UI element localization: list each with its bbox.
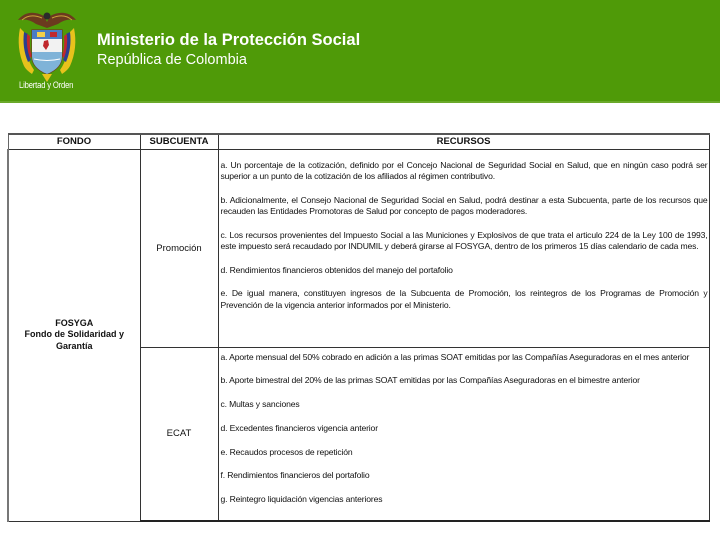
subcuenta-cell-promocion: Promoción [140, 149, 218, 347]
ministry-title: Ministerio de la Protección Social [97, 31, 361, 49]
column-header-fondo: FONDO [8, 134, 140, 149]
list-item: b. Adicionalmente, el Consejo Nacional de Seguridad Social en Salud, podrá destinar a esta Subcuenta, parte de los recursos que recauden las Entidades Promotoras de Salud por concepto de pagos moderadores. [220, 194, 708, 216]
fosyga-resources-table-container [7, 133, 708, 522]
fondo-description-line2: Garantía [55, 340, 93, 351]
recursos-list-ecat [219, 352, 709, 506]
list-item: c. Multas y sanciones [220, 399, 300, 410]
list-item: g. Reintegro liquidación vigencias anteriores [220, 494, 383, 505]
column-header-recursos: RECURSOS [218, 134, 709, 149]
recursos-cell-ecat [218, 347, 709, 521]
table-row-promocion [8, 149, 709, 347]
subcuenta-cell-ecat: ECAT [140, 347, 218, 521]
list-item: d. Excedentes financieros vigencia anterior [220, 422, 378, 433]
ministry-subtitle: República de Colombia [97, 52, 247, 68]
list-item: e. Recaudos procesos de repetición [220, 446, 353, 457]
list-item: e. De igual manera, constituyen ingresos de la Subcuenta de Promoción, los reintegros de los Programas de Promoción y Prevención de la vigencia anterior informados por el Ministerio. [220, 288, 708, 310]
list-item: f. Rendimientos financieros del portafolio [220, 470, 370, 481]
list-item: a. Un porcentaje de la cotización, definido por el Concejo Nacional de Seguridad Social en Salud, que en ningún caso podrá ser superior a un punto de la cotización de los afiliados al régimen contributivo. [220, 159, 708, 181]
list-item: d. Rendimientos financieros obtenidos del manejo del portafolio [220, 264, 453, 275]
list-item: a. Aporte mensual del 50% cobrado en adición a las primas SOAT emitidas por las Compañías Aseguradoras en el mes anterior [220, 351, 690, 362]
recursos-cell-promocion [218, 149, 709, 347]
crest-motto: Libertad y Orden [19, 80, 74, 90]
fosyga-resources-table [7, 133, 710, 522]
fondo-cell [8, 149, 140, 521]
header-banner [0, 0, 720, 103]
list-item: b. Aporte bimestral del 20% de las primas SOAT emitidas por las Compañías Aseguradoras en el bimestre anterior [220, 375, 640, 386]
table-header-row [8, 134, 709, 149]
column-header-subcuenta: SUBCUENTA [140, 134, 218, 149]
fondo-description-line1: Fondo de Solidaridad y [24, 329, 124, 340]
list-item: c. Los recursos provenientes del Impuesto Social a las Municiones y Explosivos de que trata el articulo 224 de la Ley 100 de 1993, este impuesto será recaudado por INDUMIL y deberá girarse al FOSYGA, dentro de los primeros 15 días calendario de cada mes. [220, 229, 708, 251]
fondo-name: FOSYGA [55, 317, 94, 328]
recursos-list-promocion [219, 160, 709, 312]
